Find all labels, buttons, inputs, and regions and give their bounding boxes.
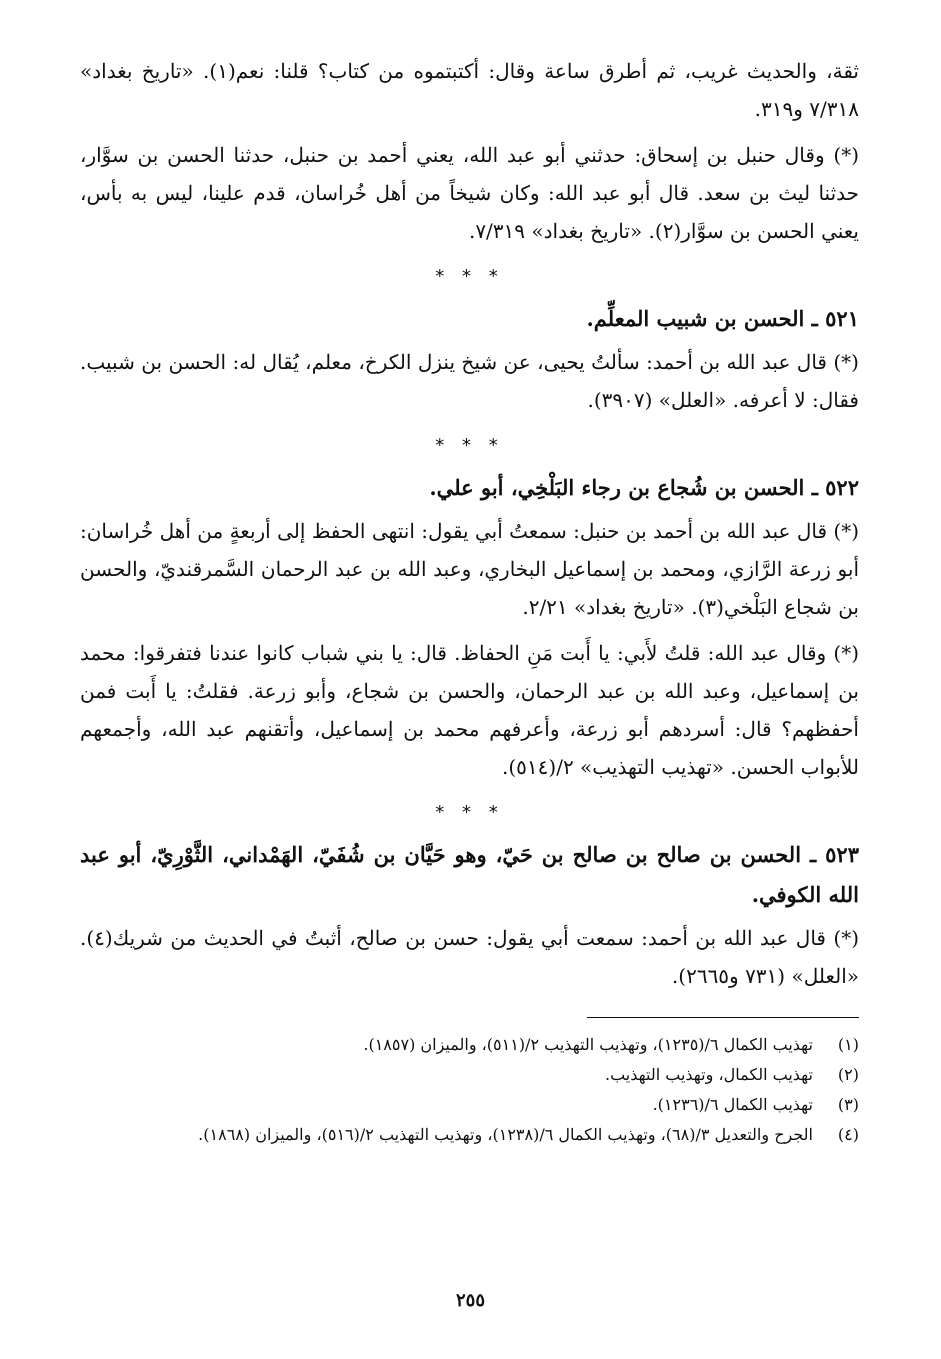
paragraph-entry-522-b: (*) وقال عبد الله: قلتُ لأَبي: يا أَبت مَنِ الحفاظ. قال: يا بني شباب كانوا عندنا فتفرقوا: محمد بن إسماعيل، وعبد الله بن عبد الرحمان، والحسن بن شجاع، وأبو زرعة. فقلتُ: يا أَبت فمن أحفظهم؟ قال: أسردهم أبو زرعة، وأعرفهم محمد بن إسماعيل، وأتقنهم عبد الله، وأجمعهم للأبواب الحسن. «تهذيب التهذيب» ٢/(٥١٤). [80, 641, 859, 779]
footnote-divider [587, 1017, 859, 1018]
paragraph-entry-521: (*) قال عبد الله بن أحمد: سألتُ يحيى، عن شيخ ينزل الكرخ، معلم، يُقال له: الحسن بن شبيب. فقال: لا أعرفه. «العلل» (٣٩٠٧). [80, 350, 859, 412]
paragraph-entry-522-a: (*) قال عبد الله بن أحمد بن حنبل: سمعتُ أبي يقول: انتهى الحفظ إلى أربعةٍ من أهل خُراسان: أبو زرعة الرَّازي، ومحمد بن إسماعيل البخاري، وعبد الله بن عبد الرحمان السَّمرقنديّ، والحسن بن شجاع البَلْخي(٣). «تاريخ بغداد» ٢/٢١. [80, 519, 859, 619]
entry-heading-522: ٥٢٢ ـ الحسن بن شُجاع بن رجاء البَلْخِي، أبو علي. [429, 475, 859, 500]
section-separator: * * * [435, 435, 504, 456]
footnote-number: (٢) [837, 1065, 859, 1084]
entry-heading-521: ٥٢١ ـ الحسن بن شبيب المعلِّم. [586, 306, 859, 331]
footnote-number: (٤) [837, 1125, 859, 1144]
footnote [80, 1090, 859, 1120]
page-number: ٢٥٥ [455, 1290, 485, 1311]
footnote-text: تهذيب الكمال، وتهذيب التهذيب. [604, 1065, 813, 1084]
footnote-text: الجرح والتعديل ٣/(٦٨)، وتهذيب الكمال ٦/(١٢٣٨)، وتهذيب التهذيب ٢/(٥١٦)، والميزان (١٨٦٨). [198, 1125, 813, 1144]
paragraph-continuation: ثقة، والحديث غريب، ثم أطرق ساعة وقال: أكتبتموه من كتاب؟ قلنا: نعم(١). «تاريخ بغداد» ٧/٣١٨ و٣١٩. [80, 59, 859, 121]
footnote-number: (٣) [837, 1095, 859, 1114]
paragraph-entry-523: (*) قال عبد الله بن أحمد: سمعت أبي يقول: حسن بن صالح، أثبتُ في الحديث من شريك(٤). «العلل» (٧٣١ و٢٦٦٥). [80, 926, 859, 988]
footnote [80, 1120, 859, 1150]
paragraph-hanbal: (*) وقال حنبل بن إسحاق: حدثني أبو عبد الله، يعني أحمد بن حنبل، حدثنا الحسن بن سوَّار، حدثنا ليث بن سعد. قال أبو عبد الله: وكان شيخاً من أهل خُراسان، قدم علينا، ليس به بأس، يعني الحسن بن سوَّار(٢). «تاريخ بغداد» ٧/٣١٩. [80, 143, 859, 243]
footnote-number: (١) [837, 1035, 859, 1054]
section-separator: * * * [435, 266, 504, 287]
footnote [80, 1030, 859, 1060]
entry-heading-523: ٥٢٣ ـ الحسن بن صالح بن صالح بن حَيّ، وهو حَيَّان بن شُفَيّ، الهَمْداني، الثَّوْرِيّ، أبو عبد الله الكوفي. [80, 842, 859, 907]
footnote-text: تهذيب الكمال ٦/(١٢٣٦). [652, 1095, 813, 1114]
section-separator: * * * [435, 802, 504, 823]
footnote [80, 1060, 859, 1090]
footnote-text: تهذيب الكمال ٦/(١٢٣٥)، وتهذيب التهذيب ٢/(٥١١)، والميزان (١٨٥٧). [363, 1035, 813, 1054]
